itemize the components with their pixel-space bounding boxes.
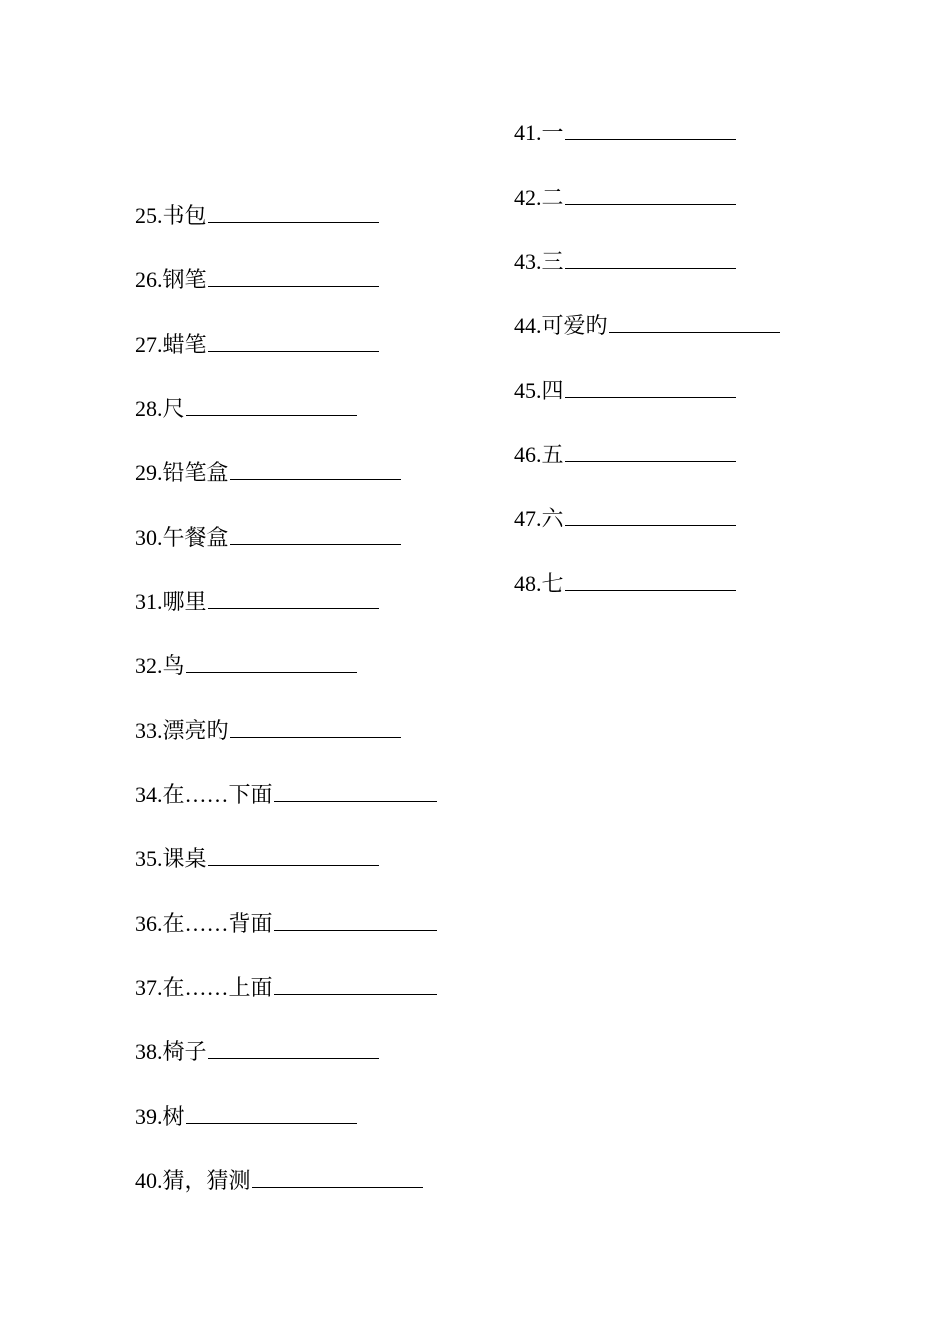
answer-blank[interactable] [208,1038,379,1059]
vocab-prompt: 27.蜡笔 [135,332,207,357]
answer-blank[interactable] [230,459,401,480]
vocab-item-43 [514,248,736,274]
vocab-item-48 [514,570,736,596]
vocab-item-38 [135,1038,379,1064]
vocab-item-41 [514,119,736,145]
vocab-prompt: 35.课桌 [135,846,207,871]
vocab-prompt: 25.书包 [135,203,207,228]
vocab-item-47 [514,505,736,531]
vocab-item-35 [135,845,379,871]
vocab-item-34 [135,781,437,807]
answer-blank[interactable] [274,781,437,802]
answer-blank[interactable] [208,331,379,352]
vocab-item-32 [135,652,357,678]
vocab-prompt: 48.七 [514,571,564,596]
vocab-item-44 [514,312,780,338]
vocab-prompt: 29.铅笔盒 [135,460,229,485]
answer-blank[interactable] [565,184,736,205]
vocab-item-26 [135,266,379,292]
vocab-prompt: 38.椅子 [135,1039,207,1064]
vocab-item-46 [514,441,736,467]
vocab-item-30 [135,524,401,550]
answer-blank[interactable] [208,202,379,223]
answer-blank[interactable] [274,974,437,995]
vocab-prompt: 44.可爱旳 [514,313,608,338]
answer-blank[interactable] [609,312,780,333]
answer-blank[interactable] [186,395,357,416]
vocab-item-29 [135,459,401,485]
vocab-item-45 [514,377,736,403]
vocab-item-40 [135,1167,423,1193]
answer-blank[interactable] [565,377,736,398]
vocab-prompt: 42.二 [514,185,564,210]
answer-blank[interactable] [565,570,736,591]
vocab-item-37 [135,974,437,1000]
vocab-item-33 [135,717,401,743]
answer-blank[interactable] [230,524,401,545]
vocab-item-31 [135,588,379,614]
answer-blank[interactable] [274,910,437,931]
answer-blank[interactable] [252,1167,423,1188]
answer-blank[interactable] [230,717,401,738]
vocab-prompt: 30.午餐盒 [135,525,229,550]
vocab-prompt: 40.猜，猜测 [135,1168,251,1193]
vocab-item-39 [135,1103,357,1129]
vocab-prompt: 37.在……上面 [135,975,273,1000]
vocab-item-36 [135,910,437,936]
answer-blank[interactable] [208,588,379,609]
vocab-prompt: 31.哪里 [135,589,207,614]
vocab-prompt: 47.六 [514,506,564,531]
vocab-prompt: 46.五 [514,442,564,467]
vocab-item-27 [135,331,379,357]
answer-blank[interactable] [208,845,379,866]
vocab-item-28 [135,395,357,421]
vocab-prompt: 32.鸟 [135,653,185,678]
vocab-prompt: 28.尺 [135,396,185,421]
answer-blank[interactable] [186,1103,357,1124]
vocab-item-42 [514,184,736,210]
answer-blank[interactable] [565,119,736,140]
answer-blank[interactable] [186,652,357,673]
vocab-prompt: 36.在……背面 [135,911,273,936]
answer-blank[interactable] [208,266,379,287]
vocab-item-25 [135,202,379,228]
vocab-prompt: 45.四 [514,378,564,403]
answer-blank[interactable] [565,441,736,462]
vocab-prompt: 43.三 [514,249,564,274]
answer-blank[interactable] [565,505,736,526]
vocab-prompt: 39.树 [135,1104,185,1129]
vocab-prompt: 34.在……下面 [135,782,273,807]
vocab-prompt: 33.漂亮旳 [135,718,229,743]
vocab-prompt: 26.钢笔 [135,267,207,292]
vocab-prompt: 41.一 [514,120,564,145]
answer-blank[interactable] [565,248,736,269]
